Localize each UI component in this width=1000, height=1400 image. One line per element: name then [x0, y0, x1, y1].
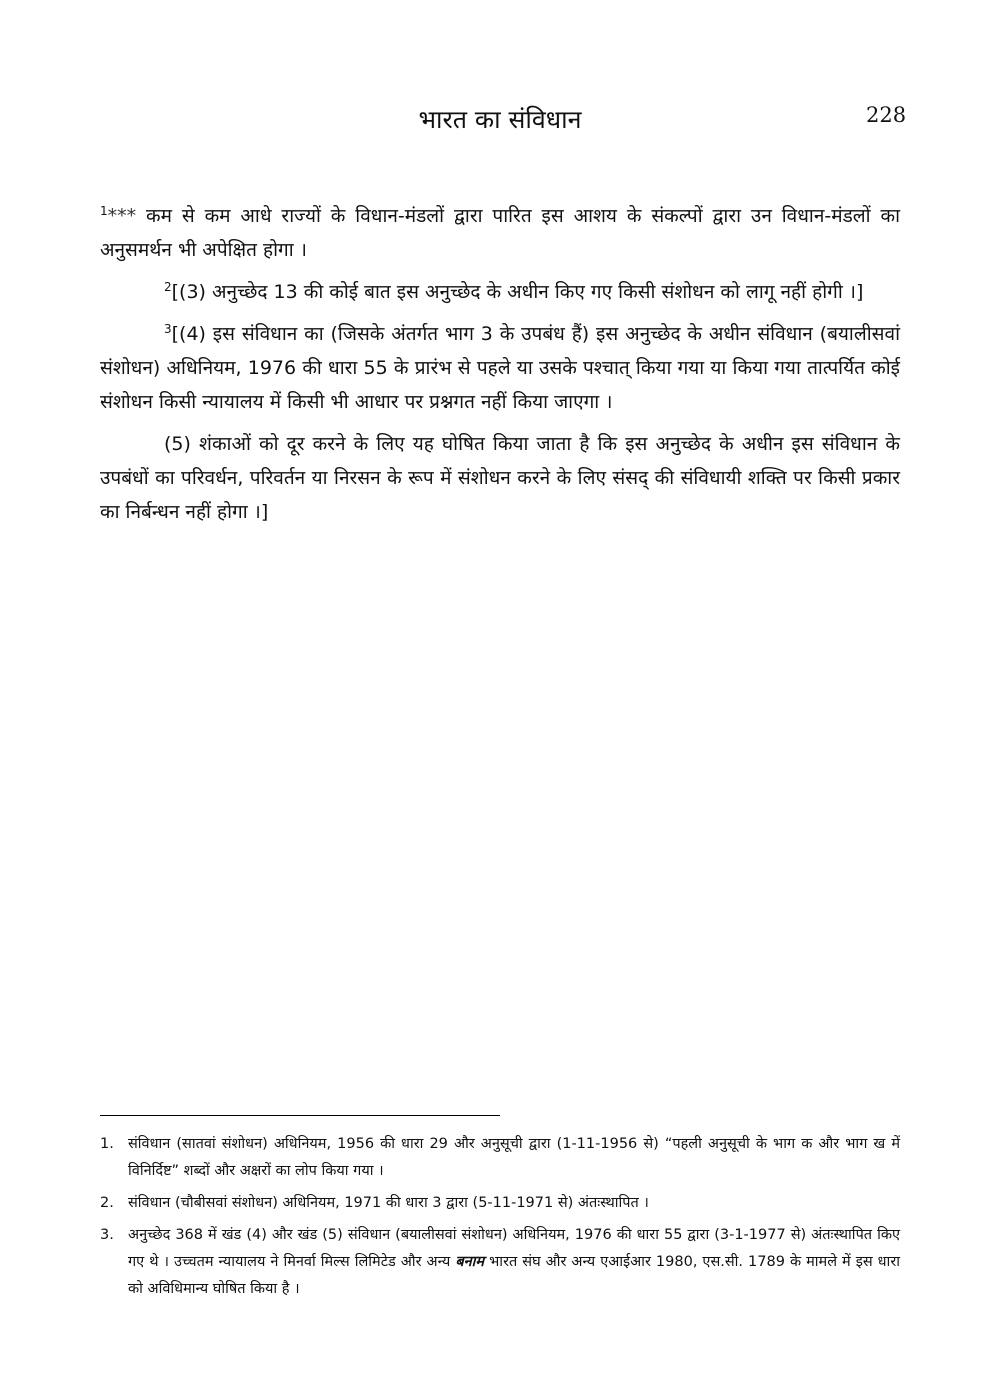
clause-5	[100, 427, 900, 529]
footnotes	[100, 1131, 900, 1308]
footnote-ref-1: 1	[100, 204, 108, 218]
footnote-1	[100, 1131, 900, 1185]
footnote-ref-3: 3	[164, 322, 172, 336]
footnote-text: अनुच्छेद 368 में खंड (4) और खंड (5) संविधान (बयालीसवां संशोधन) अधिनियम, 1976 की धारा 55 द्वारा (3-1-1977 से) अंतःस्थापित किए गए थे । उच्चतम न्यायालय ने मिनर्वा मिल्स लिमिटेड और अन्य	[128, 1227, 900, 1270]
clause-5-text: (5) शंकाओं को दूर करने के लिए यह घोषित किया जाता है कि इस अनुच्छेद के अधीन इस संविधान के उपबंधों का परिवर्धन, परिवर्तन या निरसन के रूप में संशोधन करने के लिए संसद् की संविधायी शक्ति पर किसी प्रकार का निर्बन्धन नहीं होगा ।]	[100, 433, 900, 523]
paragraph-1	[100, 199, 900, 267]
footnote-divider	[100, 1115, 500, 1116]
footnote-text: संविधान (सातवां संशोधन) अधिनियम, 1956 की धारा 29 और अनुसूची द्वारा (1-11-1956 से) “पहली अनुसूची के भाग क और भाग ख में विनिर्दिष्ट” शब्दों और अक्षरों का लोप किया गया ।	[128, 1136, 900, 1179]
case-emphasis: बनाम	[455, 1254, 485, 1270]
page-title: भारत का संविधान	[418, 105, 582, 134]
footnote-text-continued: भारत संघ और अन्य एआईआर 1980, एस.सी. 1789 के मामले में इस धारा को अविधिमान्य घोषित किया है ।	[128, 1254, 900, 1297]
footnote-number: 1.	[100, 1136, 114, 1152]
page-number: 228	[866, 103, 907, 127]
clause-4	[100, 317, 900, 419]
footnote-number: 2.	[100, 1195, 114, 1211]
footnote-ref-2: 2	[164, 280, 172, 294]
footnote-number: 3.	[100, 1227, 114, 1243]
clause-3-text: [(3) अनुच्छेद 13 की कोई बात इस अनुच्छेद के अधीन किए गए किसी संशोधन को लागू नहीं होगी ।]	[171, 281, 864, 303]
article-body	[100, 199, 900, 537]
footnote-3	[100, 1222, 900, 1303]
omission-stars: ***	[107, 205, 137, 227]
footnote-2	[100, 1190, 900, 1217]
clause-4-text: [(4) इस संविधान का (जिसके अंतर्गत भाग 3 के उपबंध हैं) इस अनुच्छेद के अधीन संविधान (बयालीसवां संशोधन) अधिनियम, 1976 की धारा 55 के प्रारंभ से पहले या उसके पश्चात् किया गया या किया गया तात्पर्यित कोई संशोधन किसी न्यायालय में किसी भी आधार पर प्रश्नगत नहीं किया जाएगा ।	[100, 323, 900, 413]
paragraph-1-text: कम से कम आधे राज्यों के विधान-मंडलों द्वारा पारित इस आशय के संकल्पों द्वारा उन विधान-मंडलों का अनुसमर्थन भी अपेक्षित होगा ।	[100, 205, 900, 261]
footnote-text: संविधान (चौबीसवां संशोधन) अधिनियम, 1971 की धारा 3 द्वारा (5-11-1971 से) अंतःस्थापित ।	[128, 1195, 649, 1211]
clause-3	[100, 275, 900, 309]
